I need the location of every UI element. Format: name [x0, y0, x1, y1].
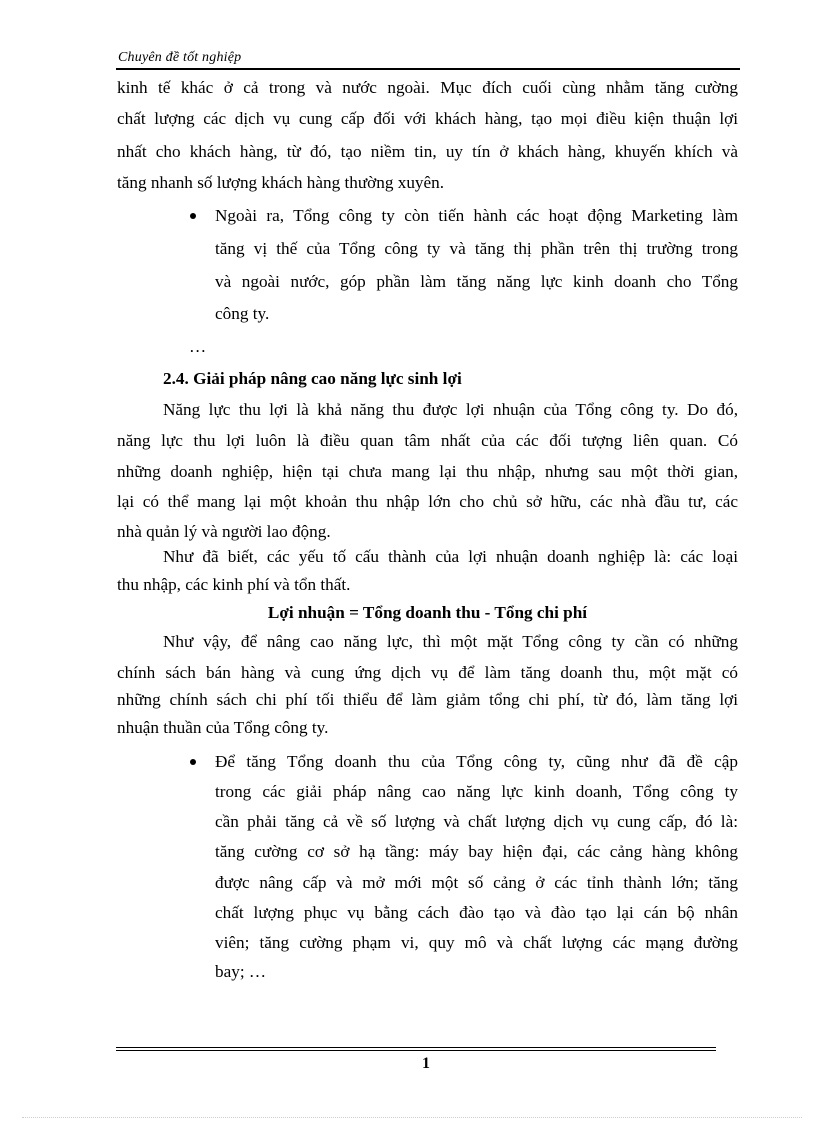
intro-line: tăng nhanh số lượng khách hàng thường xuyên.: [117, 173, 445, 192]
bullet-item-line: Ngoài ra, Tổng công ty còn tiến hành các hoạt động Marketing làm: [215, 206, 738, 225]
bullet-marker: [190, 759, 196, 765]
footer-rule: [116, 1050, 716, 1051]
bullet-marker: [190, 213, 196, 219]
intro-line: chất lượng các dịch vụ cung cấp đối với khách hàng, tạo mọi điều kiện thuận lợi: [117, 109, 738, 128]
page-edge: [22, 1117, 802, 1118]
paragraph-line: thu nhập, các kinh phí và tổn thất.: [117, 575, 351, 594]
bullet-item-line: và ngoài nước, góp phần làm tăng năng lực kinh doanh cho Tổng: [215, 272, 738, 291]
bullet-item-line: tăng vị thế của Tổng công ty và tăng thị phần trên thị trường trong: [215, 239, 738, 258]
paragraph-line: Năng lực thu lợi là khả năng thu được lợi nhuận của Tổng công ty. Do đó,: [163, 400, 738, 419]
bullet-item-line: tăng cường cơ sở hạ tầng: máy bay hiện đại, các cảng hàng không: [215, 842, 738, 861]
bullet-item-line: bay; …: [215, 962, 267, 981]
paragraph-line: Như vậy, để nâng cao năng lực, thì một mặt Tổng công ty cần có những: [163, 632, 738, 651]
page-number: 1: [422, 1055, 430, 1072]
paragraph-line: những doanh nghiệp, hiện tại chưa mang lại thu nhập, nhưng sau một thời gian,: [117, 462, 738, 481]
paragraph-line: chính sách bán hàng và cung ứng dịch vụ để làm tăng doanh thu, một mặt có: [117, 663, 738, 682]
footer-rule: [116, 1047, 716, 1048]
paragraph-line: lại có thể mang lại một khoản thu nhập lớn cho chủ sở hữu, các nhà đầu tư, các: [117, 492, 738, 511]
bullet-item-line: được nâng cấp và mở mới một số cảng ở các tỉnh thành lớn; tăng: [215, 873, 738, 892]
paragraph-line: những chính sách chi phí tối thiểu để làm giảm tổng chi phí, từ đó, làm tăng lợi: [117, 690, 738, 709]
bullet-item-line: công ty.: [215, 304, 270, 323]
paragraph-line: nhà quản lý và người lao động.: [117, 522, 331, 541]
intro-line: nhất cho khách hàng, từ đó, tạo niềm tin, uy tín ở khách hàng, khuyến khích và: [117, 142, 738, 161]
ellipsis: …: [189, 337, 207, 356]
bullet-item-line: Để tăng Tổng doanh thu của Tổng công ty, cũng như đã đề cập: [215, 752, 738, 771]
section-heading: 2.4. Giải pháp nâng cao năng lực sinh lợi: [163, 369, 462, 388]
profit-formula: Lợi nhuận = Tổng doanh thu - Tổng chi phí: [267, 603, 588, 622]
intro-line: kinh tế khác ở cả trong và nước ngoài. Mục đích cuối cùng nhằm tăng cường: [117, 78, 738, 97]
bullet-item-line: trong các giải pháp nâng cao năng lực kinh doanh, Tổng công ty: [215, 782, 738, 801]
bullet-item-line: viên; tăng cường phạm vi, quy mô và chất lượng các mạng đường: [215, 933, 738, 952]
paragraph-line: nhuận thuần của Tổng công ty.: [117, 718, 329, 737]
bullet-item-line: chất lượng phục vụ bằng cách đào tạo và đào tạo lại cán bộ nhân: [215, 903, 738, 922]
bullet-item-line: cần phải tăng cả về số lượng và chất lượng dịch vụ cung cấp, đó là:: [215, 812, 738, 831]
paragraph-line: Như đã biết, các yếu tố cấu thành của lợi nhuận doanh nghiệp là: các loại: [163, 547, 738, 566]
running-header: Chuyên đề tốt nghiệp: [118, 50, 242, 65]
header-rule: [116, 68, 740, 70]
paragraph-line: năng lực thu lợi luôn là điều quan tâm nhất của các đối tượng liên quan. Có: [117, 431, 738, 450]
